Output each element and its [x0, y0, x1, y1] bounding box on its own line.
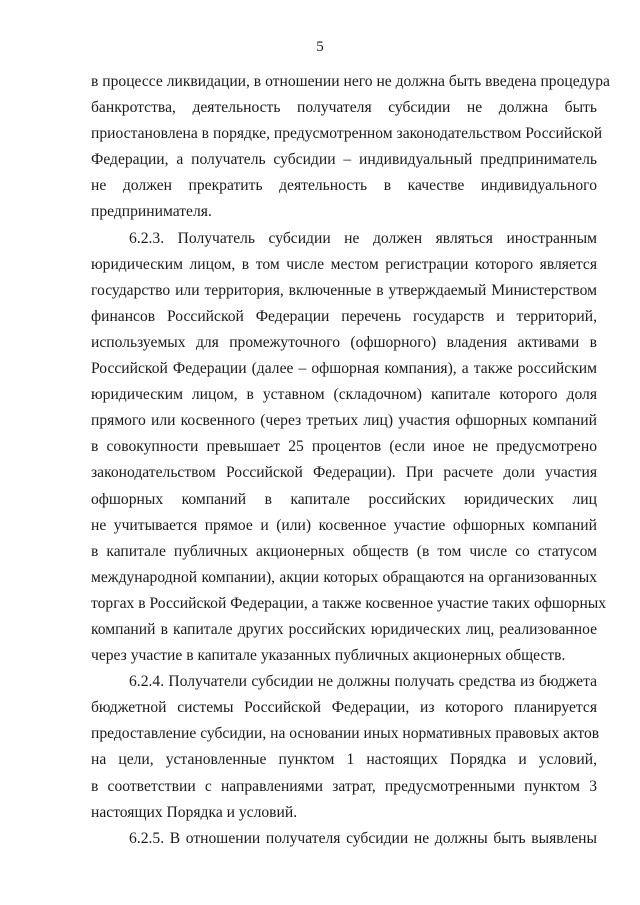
text-line: законодательством Российской Федерации). При расчете доли участия [91, 464, 597, 482]
text-line: в совокупности превышает 25 процентов (если иное не предусмотрено [91, 438, 597, 456]
text-line: на цели, установленные пунктом 1 настоящих Порядка и условий, [91, 751, 597, 769]
text-line: бюджетной системы Российской Федерации, из которого планируется [91, 699, 597, 717]
text-line: банкротства, деятельность получателя субсидии не должна быть [91, 99, 597, 117]
text-line: прямого или косвенного (через третьих лиц) участия офшорных компаний [91, 412, 597, 430]
text-line: через участие в капитале указанных публичных акционерных обществ. [91, 647, 566, 665]
text-line: не учитывается прямое и (или) косвенное участие офшорных компаний [91, 516, 597, 534]
text-line: предоставление субсидии, на основании иных нормативных правовых актов [91, 725, 600, 743]
document-body [91, 69, 610, 852]
text-line: юридическим лицом, в уставном (складочном) капитале которого доля [91, 386, 597, 404]
text-line: офшорных компаний в капитале российских юридических лиц [91, 490, 597, 508]
paragraph-6-2-4-budget-funds [91, 669, 600, 826]
text-line: настоящих Порядка и условий. [91, 803, 298, 821]
text-line: Российской Федерации (далее – офшорная компания), а также российским [91, 360, 597, 378]
text-line: Федерации, а получатель субсидии – индивидуальный предприниматель [91, 151, 597, 169]
text-line: приостановлена в порядке, предусмотренном законодательством Российской [91, 125, 603, 143]
text-line: юридическим лицом, в том числе местом регистрации которого является [91, 255, 597, 273]
text-line: используемых для промежуточного (офшорного) владения активами в [91, 333, 597, 351]
text-line: предпринимателя. [91, 203, 212, 221]
page-number: 5 [316, 39, 324, 55]
paragraph-liquidation [91, 69, 610, 226]
text-line: торгах в Российской Федерации, а также косвенное участие таких офшорных [91, 594, 607, 612]
text-line: не должен прекратить деятельность в качестве индивидуального [91, 177, 597, 195]
text-line: 6.2.4. Получатели субсидии не должны получать средства из бюджета [129, 673, 597, 691]
text-line: финансов Российской Федерации перечень государств и территорий, [91, 307, 597, 325]
paragraph-6-2-3-offshore [91, 226, 607, 670]
text-line: государство или территория, включенные в утверждаемый Министерством [91, 281, 597, 299]
text-line: 6.2.5. В отношении получателя субсидии не должны быть выявлены [129, 829, 597, 847]
text-line: 6.2.3. Получатель субсидии не должен являться иностранным [129, 229, 597, 247]
text-line: в процессе ликвидации, в отношении него не должна быть введена процедура [91, 73, 610, 90]
text-line: в капитале публичных акционерных обществ (в том числе со статусом [91, 542, 597, 560]
text-line: международной компании), акции которых обращаются на организованных [91, 568, 597, 586]
text-line: компаний в капитале других российских юридических лиц, реализованное [91, 620, 597, 638]
paragraph-6-2-5-start [91, 826, 597, 852]
text-line: в соответствии с направлениями затрат, предусмотренными пунктом 3 [91, 777, 597, 795]
